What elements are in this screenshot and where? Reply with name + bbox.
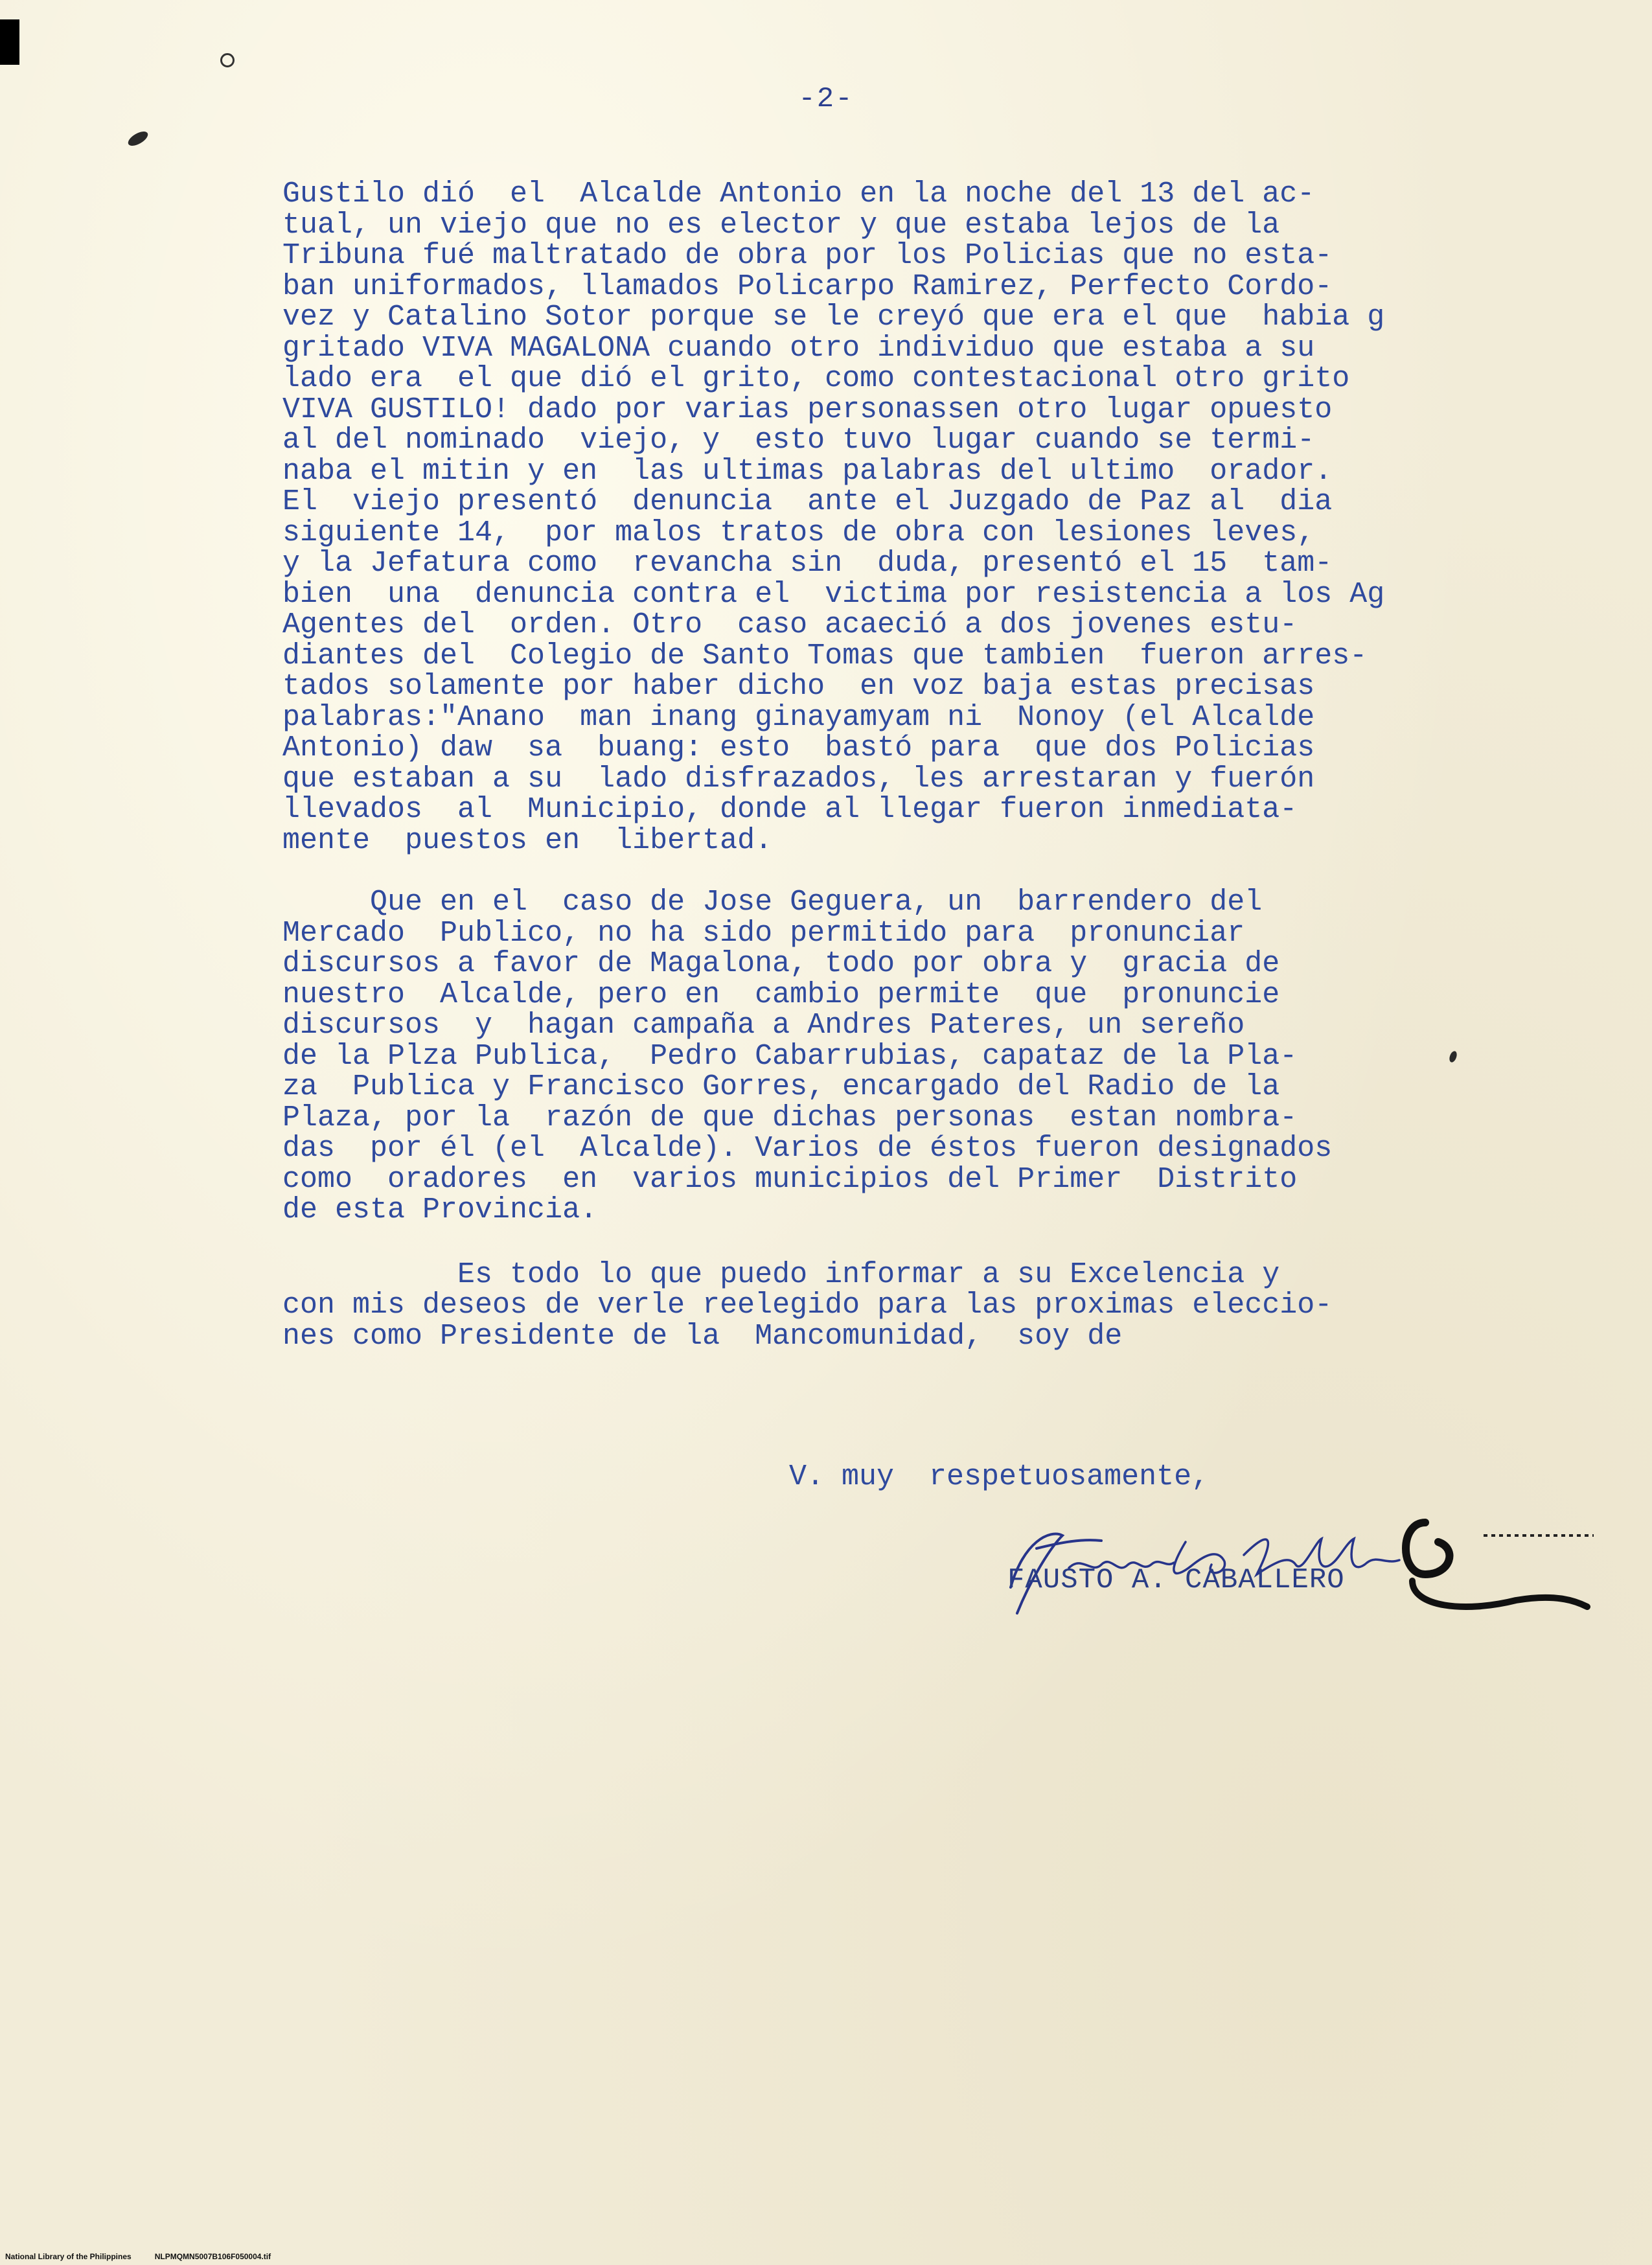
text-line: bien una denuncia contra el victima por resistencia a los Ag	[282, 577, 1385, 611]
footer-file-code: NLPMQMN5007B106F050004.tif	[154, 2252, 271, 2261]
text-line: ban uniformados, llamados Policarpo Ramirez, Perfecto Cordo-	[282, 270, 1333, 303]
text-line: como oradores en varios municipios del Primer Distrito	[282, 1162, 1298, 1196]
text-line: de esta Provincia.	[282, 1193, 598, 1226]
archive-footer	[5, 2252, 271, 2261]
text-line: Agentes del orden. Otro caso acaeció a dos jovenes estu-	[282, 608, 1298, 641]
text-line: discursos a favor de Magalona, todo por obra y gracia de	[282, 947, 1280, 980]
typed-signature-name: FAUSTO A. CABALLERO	[1007, 1564, 1345, 1596]
text-line: Plaza, por la razón de que dichas personas estan nombra-	[282, 1101, 1298, 1134]
text-line: Tribuna fué maltratado de obra por los Policias que no esta-	[282, 239, 1333, 272]
text-line: palabras:"Anano man inang ginayamyam ni Nonoy (el Alcalde	[282, 700, 1315, 734]
paragraph-1	[282, 179, 1552, 856]
text-line: siguiente 14, por malos tratos de obra con lesiones leves,	[282, 516, 1315, 549]
staple-clip	[1386, 1510, 1600, 1626]
text-line: llevados al Municipio, donde al llegar fueron inmediata-	[282, 793, 1298, 826]
footer-institution: National Library of the Philippines	[5, 2252, 132, 2261]
closing-salutation: V. muy respetuosamente,	[789, 1460, 1210, 1493]
text-line: nes como Presidente de la Mancomunidad, soy de	[282, 1319, 1123, 1353]
text-line: de la Plza Publica, Pedro Cabarrubias, capataz de la Pla-	[282, 1039, 1298, 1073]
text-line: Mercado Publico, no ha sido permitido para pronunciar	[282, 916, 1245, 950]
letter-body	[282, 179, 1552, 1351]
ink-smudge	[126, 129, 150, 149]
paragraph-spacer	[282, 856, 1552, 887]
binding-hole-mark	[0, 19, 19, 65]
text-line: gritado VIVA MAGALONA cuando otro individuo que estaba a su	[282, 331, 1315, 365]
text-line: vez y Catalino Sotor porque se le creyó que era el que habia g	[282, 301, 1385, 334]
text-line: tados solamente por haber dicho en voz baja estas precisas	[282, 670, 1315, 703]
paragraph-spacer	[282, 1226, 1552, 1259]
text-line: za Publica y Francisco Gorres, encargado del Radio de la	[282, 1070, 1280, 1103]
text-line: Que en el caso de Jose Geguera, un barrendero del	[282, 886, 1263, 919]
text-line: mente puestos en libertad.	[282, 823, 773, 857]
text-line: con mis deseos de verle reelegido para las proximas eleccio-	[282, 1289, 1333, 1322]
text-line: al del nominado viejo, y esto tuvo lugar cuando se termi-	[282, 424, 1315, 457]
text-line: VIVA GUSTILO! dado por varias personassen otro lugar opuesto	[282, 393, 1333, 426]
text-line: tual, un viejo que no es elector y que estaba lejos de la	[282, 208, 1280, 242]
ink-smudge	[220, 53, 235, 67]
text-line: y la Jefatura como revancha sin duda, presentó el 15 tam-	[282, 547, 1333, 580]
text-line: Es todo lo que puedo informar a su Excelencia y	[282, 1258, 1280, 1291]
text-line: diantes del Colegio de Santo Tomas que tambien fueron arres-	[282, 639, 1368, 673]
text-line: nuestro Alcalde, pero en cambio permite que pronuncie	[282, 978, 1280, 1011]
text-line: lado era el que dió el grito, como contestacional otro grito	[282, 362, 1350, 395]
text-line: El viejo presentó denuncia ante el Juzgado de Paz al dia	[282, 485, 1333, 518]
text-line: Antonio) daw sa buang: esto bastó para que dos Policias	[282, 731, 1315, 765]
page-number: -2-	[798, 83, 854, 115]
text-line: Gustilo dió el Alcalde Antonio en la noche del 13 del ac-	[282, 178, 1315, 211]
text-line: naba el mitin y en las ultimas palabras del ultimo orador.	[282, 454, 1333, 488]
text-line: que estaban a su lado disfrazados, les arrestaran y fuerón	[282, 762, 1315, 796]
text-line: das por él (el Alcalde). Varios de éstos fueron designados	[282, 1132, 1333, 1165]
paragraph-2	[282, 887, 1552, 1226]
paragraph-3	[282, 1259, 1552, 1352]
text-line: discursos y hagan campaña a Andres Pateres, un sereño	[282, 1009, 1245, 1042]
